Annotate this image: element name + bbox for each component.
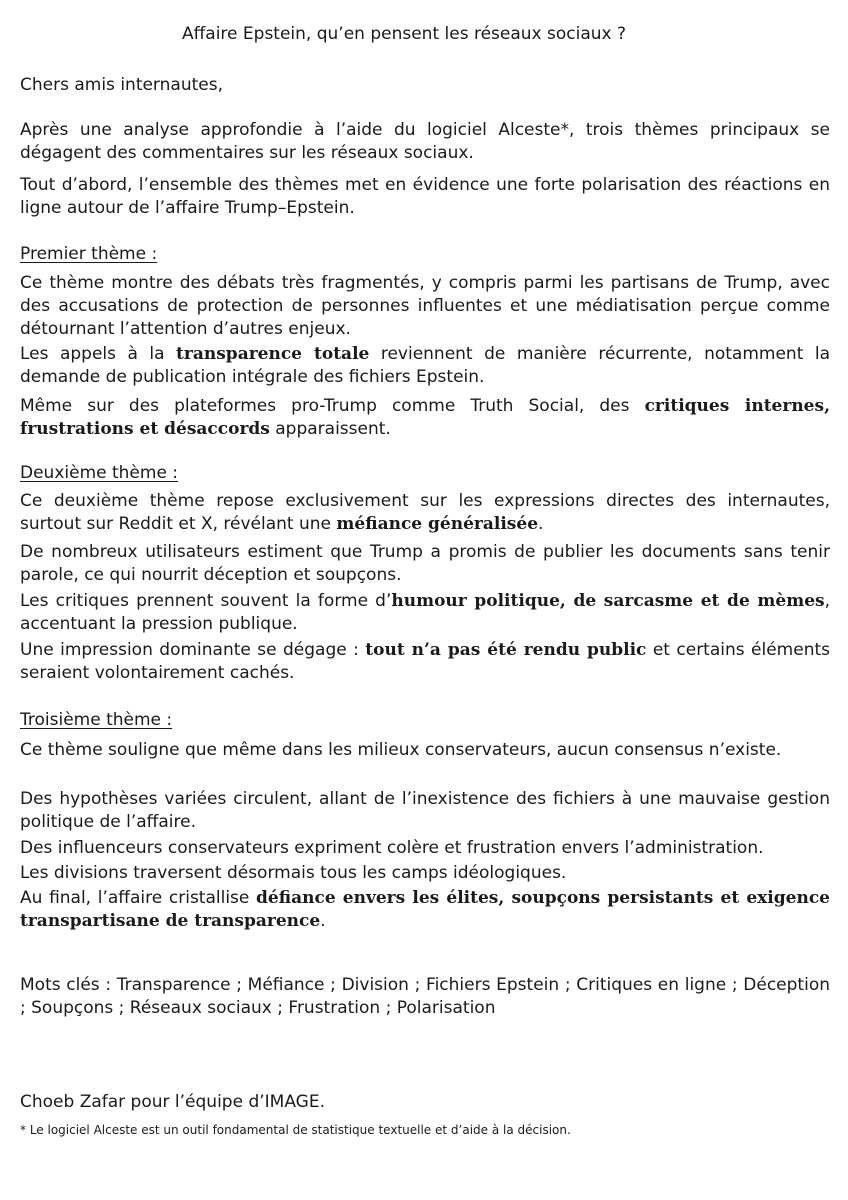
theme-3-paragraph-5-bold: défiance envers les élites, soupçons persistants et exigence transpartisane de transparence bbox=[20, 888, 830, 931]
theme-2-heading: Deuxième thème : bbox=[20, 463, 179, 483]
theme-1-paragraph-2-bold: transparence totale bbox=[176, 344, 370, 364]
theme-1-paragraph-3 bbox=[20, 395, 830, 441]
theme-3-paragraph-5 bbox=[20, 887, 830, 933]
theme-2-paragraph-4-text-c: et certains éléments seraient volontairement cachés. bbox=[20, 640, 831, 683]
document-title: Affaire Epstein, qu’en pensent les réseaux sociaux ? bbox=[181, 24, 627, 44]
theme-2-paragraph-3-bold: humour politique, de sarcasme et de mèmes bbox=[391, 591, 825, 611]
theme-3-paragraph-2: Des hypothèses variées circulent, allant de l’inexistence des fichiers à une mauvaise gestion politique de l’affaire. bbox=[20, 789, 830, 832]
theme-1-paragraph-2-text-a: Les appels à la bbox=[20, 344, 177, 364]
theme-3-heading: Troisième thème : bbox=[20, 710, 173, 730]
theme-3-paragraph-5-text-c: . bbox=[320, 911, 326, 931]
theme-1-paragraph-1: Ce thème montre des débats très fragmentés, y compris parmi les partisans de Trump, avec des accusations de protection de personnes influentes et une médiatisation perçue comme détournant l’attention d’autres enjeux. bbox=[20, 273, 830, 339]
theme-2-paragraph-4-bold: tout n’a pas été rendu public bbox=[365, 640, 647, 660]
theme-2-paragraph-1 bbox=[20, 490, 830, 536]
theme-3-paragraph-5-text-a: Au final, l’affaire cristallise bbox=[20, 888, 257, 908]
signature: Choeb Zafar pour l’équipe d’IMAGE. bbox=[20, 1092, 325, 1112]
footnote: * Le logiciel Alceste est un outil fondamental de statistique textuelle et d’aide à la décision. bbox=[20, 1123, 571, 1137]
keywords: Mots clés : Transparence ; Méfiance ; Division ; Fichiers Epstein ; Critiques en ligne ; Déception ; Soupçons ; Réseaux sociaux ; Frustration ; Polarisation bbox=[20, 975, 830, 1018]
theme-2-paragraph-1-bold: méfiance généralisée bbox=[336, 514, 539, 534]
theme-3-paragraph-4: Les divisions traversent désormais tous les camps idéologiques. bbox=[20, 863, 567, 883]
theme-2-paragraph-1-text-a: Ce deuxième thème repose exclusivement sur les expressions directes des internautes, surtout sur Reddit et X, révélant une bbox=[20, 491, 830, 534]
theme-1-paragraph-3-bold: critiques internes, frustrations et désaccords bbox=[20, 396, 830, 439]
theme-2-paragraph-3-text-a: Les critiques prennent souvent la forme d’ bbox=[20, 591, 392, 611]
theme-1-heading: Premier thème : bbox=[20, 244, 158, 264]
theme-3-paragraph-3: Des influenceurs conservateurs expriment colère et frustration envers l’administration. bbox=[20, 838, 764, 858]
greeting: Chers amis internautes, bbox=[20, 75, 223, 95]
theme-2-paragraph-3-text-c: , accentuant la pression publique. bbox=[20, 591, 830, 634]
theme-3-paragraph-1: Ce thème souligne que même dans les milieux conservateurs, aucun consensus n’existe. bbox=[20, 740, 782, 760]
theme-2-paragraph-3 bbox=[20, 590, 830, 636]
theme-2-paragraph-1-text-c: . bbox=[538, 514, 544, 534]
theme-2-paragraph-4 bbox=[20, 639, 830, 685]
theme-1-paragraph-2-text-c: reviennent de manière récurrente, notamment la demande de publication intégrale des fichiers Epstein. bbox=[20, 344, 830, 387]
intro-paragraph-1: Après une analyse approfondie à l’aide du logiciel Alceste*, trois thèmes principaux se dégagent des commentaires sur les réseaux sociaux. bbox=[20, 120, 830, 163]
theme-1-paragraph-3-text-a: Même sur des plateformes pro-Trump comme Truth Social, des bbox=[20, 396, 645, 416]
intro-paragraph-2: Tout d’abord, l’ensemble des thèmes met en évidence une forte polarisation des réactions en ligne autour de l’affaire Trump–Epstein. bbox=[20, 175, 830, 218]
theme-1-paragraph-3-text-c: apparaissent. bbox=[269, 419, 391, 439]
theme-2-paragraph-2: De nombreux utilisateurs estiment que Trump a promis de publier les documents sans tenir parole, ce qui nourrit déception et soupçons. bbox=[20, 542, 830, 585]
theme-1-paragraph-2 bbox=[20, 343, 830, 389]
theme-2-paragraph-4-text-a: Une impression dominante se dégage : bbox=[20, 640, 366, 660]
